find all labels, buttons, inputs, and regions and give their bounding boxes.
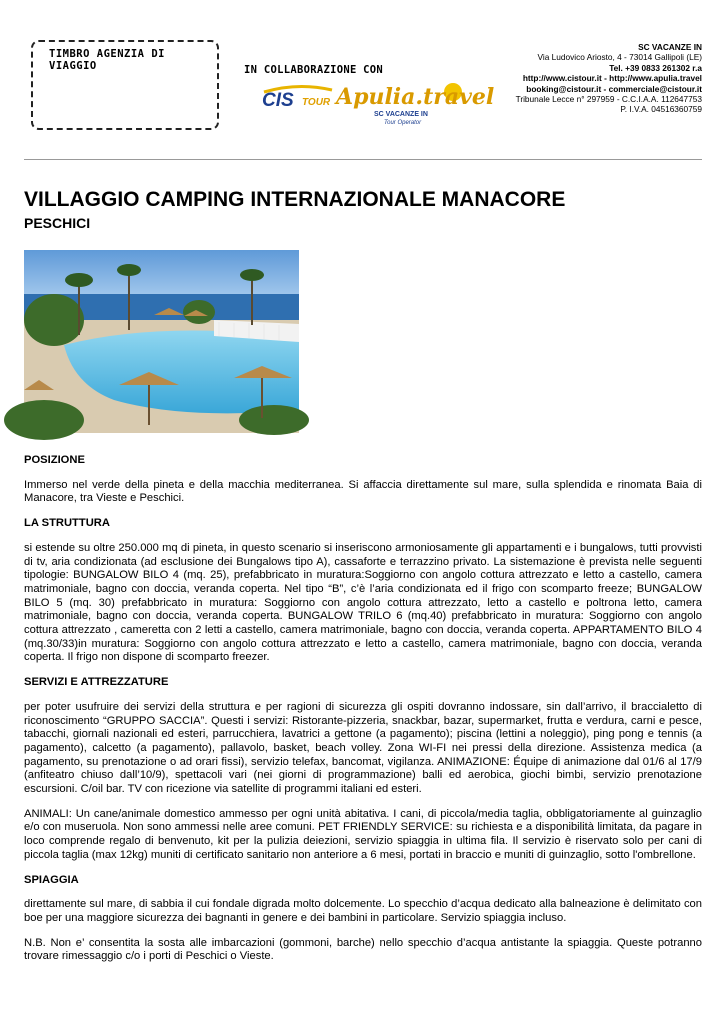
apulia-logo-text: Apulia.travel xyxy=(336,84,495,110)
section-heading-servizi: SERVIZI E ATTREZZATURE xyxy=(24,676,169,689)
company-registry: Tribunale Lecce n° 297959 - C.C.I.A.A. 112647753 xyxy=(515,94,702,105)
section-text-nb: N.B. Non e’ consentita la sosta alle imbarcazioni (gommoni, barche) nello specchio d’acqua antistante la spiaggia. Queste potranno trovare rimessaggio c/o i porti di Peschici o Vieste. xyxy=(24,936,702,963)
main-content xyxy=(24,454,702,975)
section-text-spiaggia: direttamente sul mare, di sabbia il cui fondale digrada molto dolcemente. Lo specchio d’acqua dedicato alla balneazione è delimitato con boe per una maggiore sicurezza dei bagnanti in genere e dei bambini in particolare. Servizio spiaggia incluso. xyxy=(24,898,702,924)
company-address: Via Ludovico Ariosto, 4 - 73014 Gallipoli (LE) xyxy=(537,52,702,63)
cistour-logo-text: CIS xyxy=(262,90,294,111)
company-info xyxy=(516,42,702,115)
cistour-logo xyxy=(262,86,332,111)
resort-pool-photo xyxy=(24,250,299,433)
header-divider xyxy=(24,159,702,160)
section-text-animali: ANIMALI: Un cane/animale domestico ammesso per ogni unità abitativa. I cani, di piccola/media taglia, obbligatoriamente al guinzaglio e/o con museruola. Non sono ammessi nelle aree comuni. PET FRIENDLY SERVICE: su richiesta e a disponibilità limitata, da pagare in loco comprende regalo di benvenuto, kit per la pulizia deiezioni, servizio spiaggia in ultima fila. Il servizio è riservato solo per cani di piccola taglia (max 12kg) muniti di certificato sanitario non anteriore a 6 mesi, portati in braccio e muniti di guinzaglio, sotto l'ombrellone. xyxy=(24,807,702,861)
section-heading-posizione: POSIZIONE xyxy=(24,454,85,466)
partner-logos xyxy=(258,76,495,126)
section-text-posizione: Immerso nel verde della pineta e della macchia mediterranea. Si affaccia direttamente sul mare, sulla splendida e rinomata Baia di Manacore, tra Vieste e Peschici. xyxy=(24,478,702,505)
agency-stamp-box xyxy=(31,40,219,130)
section-text-servizi: per poter usufruire dei servizi della struttura e per ragioni di sicurezza gli ospiti dovranno indossare, sin dall’arrivo, il braccialetto di riconoscimento “GRUPPO SACCIA”. Questi i servizi: Ristorante-pizzeria, snackbar, bazar, supermarket, frutta e verdura, carni e pesce, tabacchi, giornali nazionali ed esteri, parrucchiera, lavatrici a gettone (a pagamento); piscina (lettini a noleggio), ping pong e tennis (a pagamento), calcetto (a pagamento), pallavolo, basket, beach volley. Zona WI-FI nei pressi della direzione. Assistenza medica (a pagamento, su prenotazione o ad orari fissi), servizio telefax, bancomat, vigilanza. ANIMAZIONE: Équipe di animazione dal 01/6 al 17/9 (anfiteatro chiuso dall’10/9), spettacoli vari (nei giorni di programmazione) balli ed aerobica, giochi bimbi, servizio prenotazione escursioni. C/oil bar. TV con ricezione via satellite di programmi italiani ed esteri. xyxy=(24,700,702,796)
section-heading-struttura: LA STRUTTURA xyxy=(24,517,110,530)
tour-operator-logo-text: Tour Operator xyxy=(384,120,422,126)
company-phone: Tel. +39 0833 261302 r.a xyxy=(609,62,702,73)
page-subtitle: PESCHICI xyxy=(24,215,91,231)
apulia-travel-logo xyxy=(334,83,494,126)
collaboration-label: IN COLLABORAZIONE CON xyxy=(244,64,384,76)
company-websites: http://www.cistour.it - http://www.apulia.travel xyxy=(522,73,702,84)
sc-vacanze-logo-text: SC VACANZE IN xyxy=(374,111,428,118)
stamp-label: TIMBRO AGENZIA DI VIAGGIO xyxy=(49,48,165,72)
company-emails: booking@cistour.it - commerciale@cistour.it xyxy=(526,83,702,94)
company-name: SC VACANZE IN xyxy=(638,42,702,52)
section-heading-spiaggia: SPIAGGIA xyxy=(24,873,79,886)
section-text-struttura: si estende su oltre 250.000 mq di pineta, in questo scenario si inseriscono armoniosamente gli appartamenti e i bungalows, tutti provvisti di tv, aria condizionata (ad esclusione dei Bungalows tipo A), cassaforte e terrazzino privato. La sistemazione è prevista nelle seguenti tipologie: BUNGALOW BILO 4 (mq. 25), prefabbricato in muratura:Soggiorno con angolo cottura attrezzato e letto a castello, camera matrimoniale, bagno con doccia, veranda coperta. Nel tipo “B”, c’è l’aria condizionata ed il frigo con scomparto freeze; BUNGALOW BILO 5 (mq. 30) prefabbricato in muratura: Soggiorno con angolo cottura attrezzato, letto a castello e poltrona letto, camera matrimoniale, bagno con doccia, veranda coperta. BUNGALOW TRILO 6 (mq.40) prefabbricato in muratura: Soggiorno con angolo cottura attrezzato , cameretta con 2 letti a castello, camera matrimoniale, bagno con doccia, veranda coperta. APPARTAMENTO BILO 4 (mq.30/33)in muratura: Soggiorno con angolo cottura attrezzato e letto a castello, camera matrimoniale, bagno con doccia, veranda coperta. Il frigo non dispone di scomparto freezer. xyxy=(24,541,702,664)
page-title: VILLAGGIO CAMPING INTERNAZIONALE MANACORE xyxy=(24,188,566,211)
company-vat: P. I.V.A. 04516360759 xyxy=(620,104,702,115)
cistour-logo-subtext: TOUR xyxy=(302,97,331,108)
